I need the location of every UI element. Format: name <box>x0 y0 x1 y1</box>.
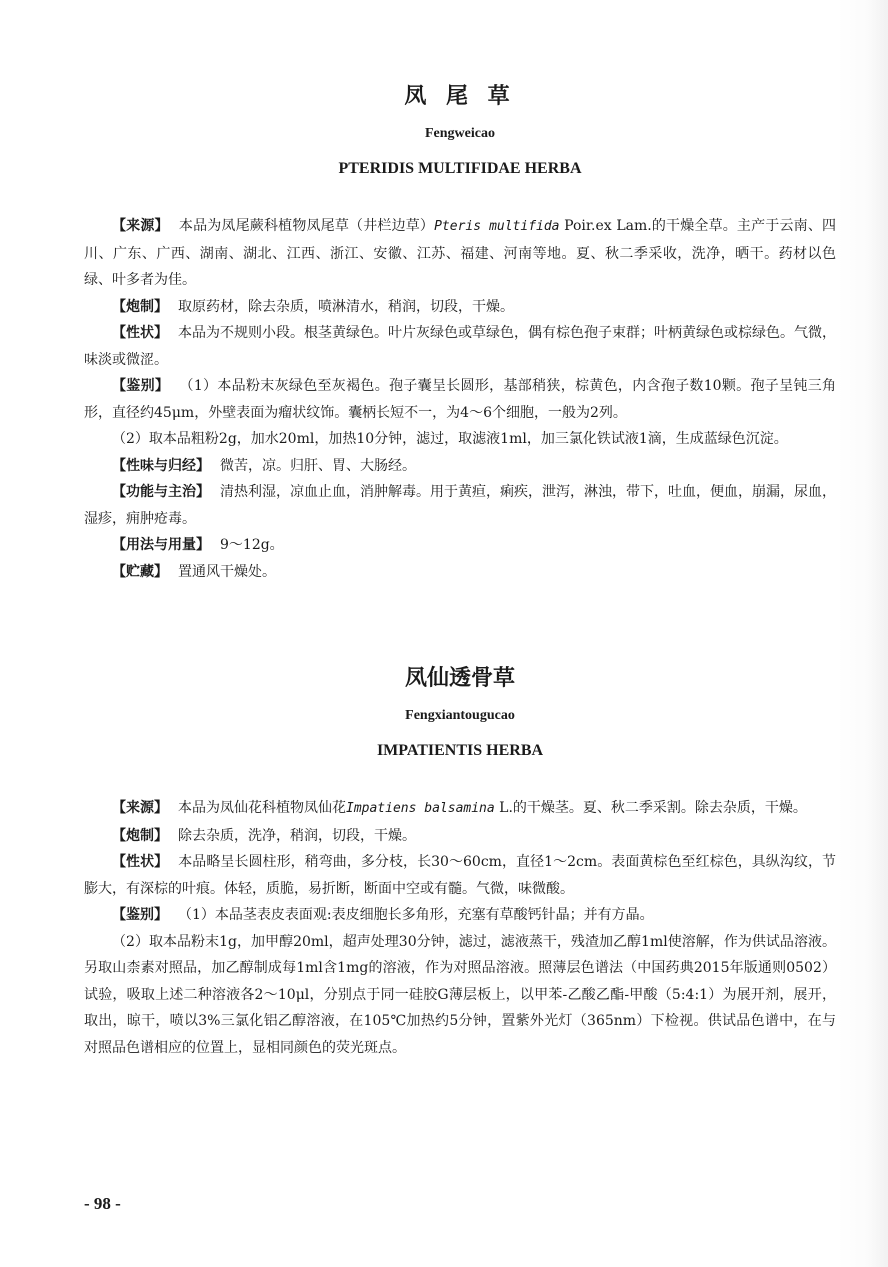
section-label: 【来源】 <box>112 800 168 816</box>
section-identification <box>84 373 836 426</box>
identification-item-1: （1）本品茎表皮表面观:表皮细胞长多角形，充塞有草酸钙针晶；并有方晶。 <box>178 907 654 923</box>
section-source <box>84 213 836 294</box>
section-function <box>84 479 836 532</box>
section-processing <box>84 823 836 850</box>
section-processing <box>84 294 836 321</box>
section-description <box>84 320 836 373</box>
entry-title-zh: 凤仙透骨草 <box>404 666 515 691</box>
identification-item-2: （2）取本品粗粉2g，加水20ml，加热10分钟，滤过，取滤液1ml，加三氯化铁试液1滴，生成蓝绿色沉淀。 <box>112 431 788 447</box>
source-text-post: Poir.ex Lam.的干燥全草。主产于云南、四川、广东、广西、湖南、湖北、江西、浙江、安徽、江苏、福建、河南等地。夏、秋二季采收，洗净，晒干。药材以色绿、叶多者为佳。 <box>84 218 836 288</box>
section-label: 【用法与用量】 <box>112 537 210 553</box>
section-text: 本品为不规则小段。根茎黄绿色。叶片灰绿色或草绿色，偶有棕色孢子束群；叶柄黄绿色或棕绿色。气微，味淡或微涩。 <box>84 325 836 368</box>
section-text: 9～12g。 <box>220 537 284 553</box>
section-label: 【贮藏】 <box>112 563 168 580</box>
section-identification-2 <box>84 929 836 1062</box>
section-label: 【来源】 <box>112 218 169 234</box>
section-description <box>84 849 836 902</box>
entry-title-pinyin: Fengxiantougucao <box>405 708 515 723</box>
page-number: - 98 - <box>84 1194 121 1213</box>
section-label: 【鉴别】 <box>112 907 168 923</box>
entry-title-zh: 凤 尾 草 <box>404 84 516 109</box>
entry-title-pinyin: Fengweicao <box>425 126 495 141</box>
page-edge-shadow <box>838 0 888 1267</box>
section-text: 清热利湿，凉血止血，消肿解毒。用于黄疸，痢疾，泄泻，淋浊，带下，吐血，便血，崩漏，尿血，湿疹，痈肿疮毒。 <box>84 484 836 527</box>
section-label: 【性味与归经】 <box>112 457 210 474</box>
section-text: 微苦，凉。归肝、胃、大肠经。 <box>220 457 416 474</box>
source-text-post: L.的干燥茎。夏、秋二季采割。除去杂质，干燥。 <box>494 800 807 816</box>
entry-body <box>84 213 836 585</box>
section-label: 【性状】 <box>112 854 169 870</box>
source-text-pre: 本品为凤仙花科植物凤仙花 <box>178 800 346 816</box>
monograph-fengxiantougucao <box>84 664 836 1061</box>
section-label: 【鉴别】 <box>112 378 170 394</box>
section-label: 【性状】 <box>112 325 168 341</box>
section-text: 置通风干燥处。 <box>178 563 276 580</box>
section-nature <box>84 453 836 480</box>
monograph-fengweicao <box>84 82 836 585</box>
entry-title-latin: PTERIDIS MULTIFIDAE HERBA <box>338 160 582 177</box>
section-label: 【炮制】 <box>112 827 168 844</box>
section-identification-2 <box>84 426 836 453</box>
entry-title-latin: IMPATIENTIS HERBA <box>376 742 544 759</box>
section-text: 本品略呈长圆柱形，稍弯曲，多分枝，长30～60cm，直径1～2cm。表面黄棕色至红棕色，具纵沟纹，节膨大，有深棕的叶痕。体轻，质脆，易折断，断面中空或有髓。气微，味微酸。 <box>84 854 836 897</box>
identification-item-1: （1）本品粉末灰绿色至灰褐色。孢子囊呈长圆形，基部稍狭，棕黄色，内含孢子数10颗。孢子呈钝三角形，直径约45μm，外壁表面为瘤状纹饰。囊柄长短不一，为4～6个细胞，一般为2列。 <box>84 378 836 421</box>
species-name: Pteris multifida <box>434 219 560 234</box>
source-text-pre: 本品为凤尾蕨科植物凤尾草（井栏边草） <box>178 218 435 234</box>
section-identification <box>84 902 836 929</box>
section-label: 【功能与主治】 <box>112 484 210 500</box>
section-text: 除去杂质，洗净，稍润，切段，干燥。 <box>178 827 416 844</box>
section-storage <box>84 559 836 586</box>
entry-body <box>84 795 836 1061</box>
section-source <box>84 795 836 823</box>
section-usage <box>84 532 836 559</box>
section-text: 取原药材，除去杂质，喷淋清水，稍润，切段，干燥。 <box>178 298 514 315</box>
identification-item-2: （2）取本品粉末1g，加甲醇20ml，超声处理30分钟，滤过，滤液蒸干，残渣加乙醇1ml使溶解，作为供试品溶液。另取山柰素对照品，加乙醇制成每1ml含1mg的溶液，作为对照品溶液。照薄层色谱法（中国药典2015年版通则0502）试验，吸取上述二种溶液各2～10μl，分别点于同一硅胶G薄层板上，以甲苯-乙酸乙酯-甲酸（5:4:1）为展开剂，展开，取出，晾干，喷以3%三氯化铝乙醇溶液，在105℃加热约5分钟，置紫外光灯（365nm）下检视。供试品色谱中，在与对照品色谱相应的位置上，显相同颜色的荧光斑点。 <box>84 933 836 1056</box>
section-label: 【炮制】 <box>112 298 168 315</box>
species-name: Impatiens balsamina <box>346 801 495 816</box>
